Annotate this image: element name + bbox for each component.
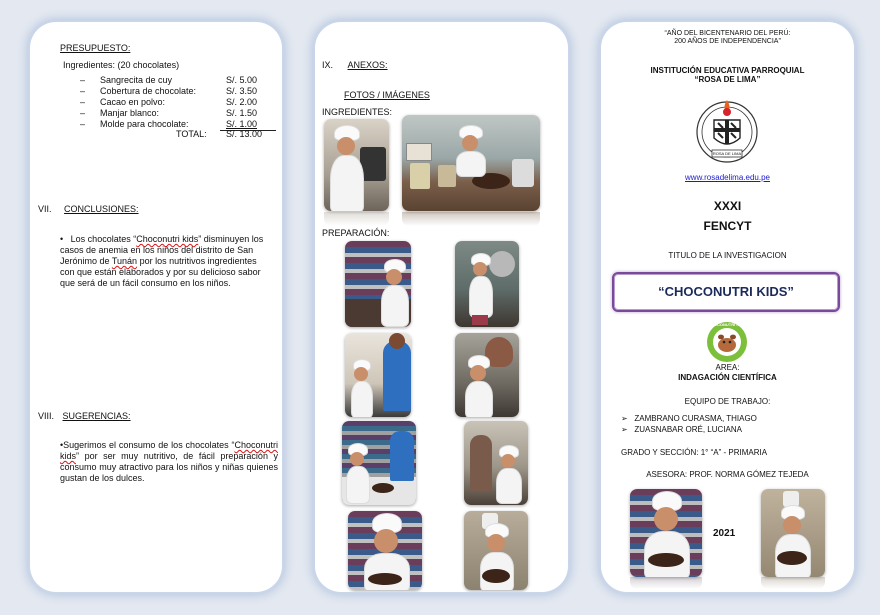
place-name: Tunán: [111, 256, 138, 266]
budget-item-price: S/. 1.00: [226, 119, 258, 129]
photo-preparation-3: [345, 333, 411, 417]
project-title-box: “CHOCONUTRI KIDS”: [612, 272, 840, 312]
panel-budget-conclusions: [30, 22, 282, 592]
area-label: AREA:: [715, 363, 740, 372]
photo-preparation-8: [464, 511, 528, 590]
photo-reflection: [324, 212, 389, 226]
conclusions-heading-row: [38, 204, 139, 215]
photo-preparation-2: [455, 241, 519, 327]
section-number: IX.: [322, 60, 334, 70]
bullet: •: [60, 234, 64, 244]
suggestions-heading: SUGERENCIAS:: [62, 411, 131, 421]
motto-line: “AÑO DEL BICENTENARIO DEL PERÚ:: [664, 30, 791, 37]
budget-heading: PRESUPUESTO:: [60, 43, 131, 53]
budget-item-name: Cacao en polvo:: [100, 97, 166, 107]
year: 2021: [713, 528, 736, 539]
conclusions-part: ” disminuyen los casos de anemia en los niños del distrito de San Jerónimo de: [60, 234, 264, 266]
budget-item-price: S/. 5.00: [226, 75, 258, 85]
suggestions-text: [60, 440, 278, 484]
budget-bullet: –: [80, 108, 86, 118]
total-label: TOTAL:: [176, 129, 207, 139]
photo-cover-girl: [761, 489, 825, 577]
photo-ingredients-child: [324, 119, 389, 211]
suggestions-heading-row: [38, 411, 131, 422]
budget-bullet: –: [80, 75, 86, 85]
brand-name: Choconutri kids: [136, 234, 199, 244]
panel-cover: [601, 22, 854, 592]
grade-section: GRADO Y SECCIÓN: 1° “A” - PRIMARIA: [621, 448, 768, 457]
budget-bullet: –: [80, 119, 86, 129]
photo-preparation-1: [345, 241, 411, 327]
event-line: XXXI: [713, 199, 742, 213]
photo-cover-boy: [630, 489, 702, 577]
team-label: EQUIPO DE TRABAJO:: [684, 397, 771, 406]
research-title-label: TITULO DE LA INVESTIGACION: [668, 251, 787, 260]
photo-reflection: [761, 577, 825, 589]
panel-annexes: [315, 22, 568, 592]
photo-ingredients-table: [402, 115, 540, 211]
photo-preparation-7: [348, 511, 422, 590]
total-value: S/. 13.00: [226, 129, 263, 139]
budget-item-price: S/. 3.50: [226, 86, 258, 96]
team-member: [621, 413, 757, 424]
logo-label: CHOCONUTRI KIDS: [708, 322, 746, 327]
conclusions-text: [60, 234, 270, 289]
choconutri-logo-icon: [706, 321, 748, 363]
budget-bullet: –: [80, 97, 86, 107]
brand-name: Choconutri kids: [60, 440, 278, 461]
school-website-link[interactable]: www.rosadelima.edu.pe: [685, 173, 770, 182]
conclusions-part: por los nutritivos ingredientes con que están elaborados y por su delicioso sabor que será de un fácil consumo en los niños.: [60, 256, 261, 288]
conclusions-heading: CONCLUSIONES:: [64, 204, 139, 214]
school-line: “ROSA DE LIMA”: [694, 75, 761, 84]
ingredients-label: Ingredientes: (20 chocolates): [63, 60, 180, 70]
ingredients-photos-label: INGREDIENTES:: [322, 107, 393, 117]
section-number: VII.: [38, 204, 52, 214]
budget-item-price: S/. 2.00: [226, 97, 258, 107]
budget-item-name: Sangrecita de cuy: [100, 75, 173, 85]
event-line: FENCYT: [703, 219, 752, 233]
budget-item-name: Cobertura de chocolate:: [100, 86, 197, 96]
motto-line: 200 AÑOS DE INDEPENDENCIA”: [674, 38, 781, 45]
section-number: VIII.: [38, 411, 55, 421]
school-crest-icon: [692, 94, 762, 166]
event-name: [601, 196, 854, 236]
school-line: INSTITUCIÓN EDUCATIVA PARROQUIAL: [650, 66, 805, 75]
budget-item-price: S/. 1.50: [226, 108, 258, 118]
budget-item-name: Manjar blanco:: [100, 108, 160, 118]
suggestions-part: •Sugerimos el consumo de los chocolates “: [60, 440, 235, 450]
photos-heading: FOTOS / IMÁGENES: [344, 90, 430, 100]
photo-preparation-5: [342, 421, 416, 505]
arrow-bullet-icon: ➢: [621, 425, 628, 434]
member-name: ZUASNABAR ORÉ, LUCIANA: [634, 425, 742, 434]
team-list: [621, 413, 757, 435]
annex-heading-row: [322, 60, 388, 71]
budget-item-name: Molde para chocolate:: [100, 119, 189, 129]
crest-label: ROSA DE LIMA: [712, 151, 742, 156]
budget-bullet: –: [80, 86, 86, 96]
advisor: ASESORA: PROF. NORMA GÓMEZ TEJEDA: [646, 470, 809, 479]
photo-reflection: [402, 212, 540, 226]
member-name: ZAMBRANO CURASMA, THIAGO: [634, 414, 757, 423]
photo-reflection: [630, 577, 702, 589]
annex-heading: ANEXOS:: [347, 60, 388, 70]
photo-preparation-4: [455, 333, 519, 417]
area-value: INDAGACIÓN CIENTÍFICA: [678, 373, 777, 382]
conclusions-part: Los chocolates “: [70, 234, 137, 244]
photo-preparation-6: [464, 421, 528, 505]
bicentennial-motto: [601, 30, 854, 46]
arrow-bullet-icon: ➢: [621, 414, 628, 423]
school-name: [601, 66, 854, 84]
team-member: [621, 424, 757, 435]
suggestions-part: ” por ser muy nutritivo, de fácil preparación y consumo muy atractivo para los niños y niñas quienes gustan de los dulces.: [60, 451, 278, 483]
preparation-photos-label: PREPARACIÓN:: [322, 228, 390, 238]
